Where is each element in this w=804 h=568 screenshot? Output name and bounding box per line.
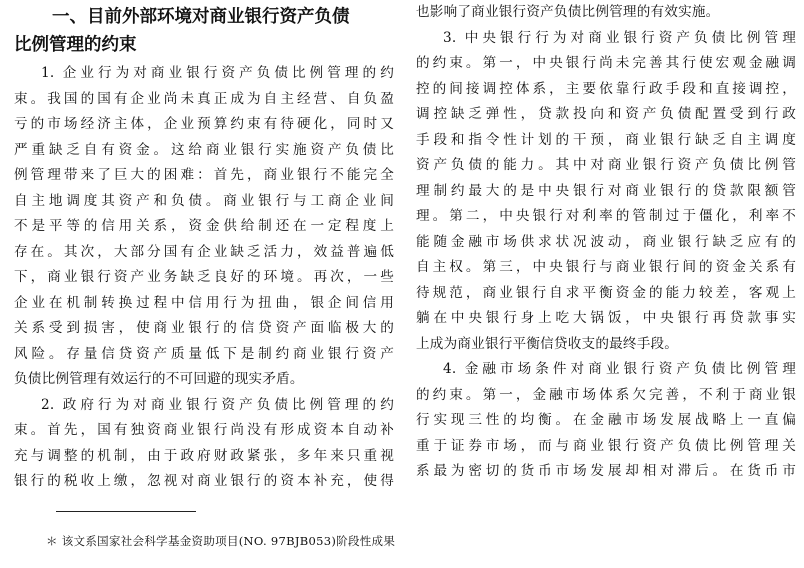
paragraph-line: 自主地调度其资产和负债。商业银行与工商企业间 xyxy=(14,192,394,209)
paragraph-line: 手段和指令性计划的干预，商业银行缺乏自主调度 xyxy=(416,131,796,148)
paragraph-line: 银行的税收上缴，忽视对商业银行的资本补充，使得 xyxy=(14,473,394,489)
paragraph-line: 负债比例管理有效运行的不可回避的现实矛盾。 xyxy=(14,371,304,387)
paragraph-line: 躺在中央银行身上吃大锅饭，中央银行再贷款事实 xyxy=(416,310,796,326)
paragraph-line: 能随金融市场供求状况波动，商业银行缺乏应有的 xyxy=(416,233,796,250)
paragraph-line: 关系受到损害，使商业银行的信贷资产面临极大的 xyxy=(14,320,394,336)
paragraph-line: 4. 金融市场条件对商业银行资产负债比例管理 xyxy=(443,361,796,377)
paragraph-line: 系最为密切的货币市场发展却相对滞后。在货币市 xyxy=(416,463,796,479)
paragraph-line: 的约束。第一，中央银行尚未完善其行使宏观金融调 xyxy=(416,55,796,71)
section-heading-line-1: 一、目前外部环境对商业银行资产负债 xyxy=(52,7,350,27)
paragraph-line: 不是平等的信用关系，资金供给制还在一定程度上 xyxy=(14,218,394,234)
paragraph-line: 待规范，商业银行自求平衡资金的能力较差，客观上 xyxy=(416,284,796,301)
paragraph-line: 行实现三性的均衡。在金融市场发展战略上一直偏 xyxy=(416,412,796,428)
paragraph-line: 存在。其次，大部分国有企业缺乏活力，效益普遍低 xyxy=(14,243,394,260)
paragraph-line: 也影响了商业银行资产负债比例管理的有效实施。 xyxy=(416,4,720,20)
paragraph-line: 重于证券市场，而与商业银行资产负债比例管理关 xyxy=(416,437,796,454)
paragraph-line: 充与调整的机制，由于政府财政紧张，多年来只重视 xyxy=(14,447,394,464)
paragraph-line: 的约束。第一，金融市场体系欠完善，不利于商业银 xyxy=(416,386,796,403)
right-column xyxy=(416,0,796,485)
paragraph-line: 自主权。第三，中央银行与商业银行间的资金关系有 xyxy=(416,259,796,275)
paragraph-line: 下，商业银行资产业务缺乏良好的环境。再次，一些 xyxy=(14,269,394,285)
paragraph-line: 调控缺乏弹性，贷款投向和资产负债配置受到行政 xyxy=(416,106,796,122)
left-column xyxy=(14,4,394,495)
paragraph-line: 1. 企业行为对商业银行资产负债比例管理的约 xyxy=(41,65,394,81)
paragraph-line: 风险。存量信贷资产质量低下是制约商业银行资产 xyxy=(14,345,394,362)
paragraph-line: 例管理带来了巨大的困难：首先，商业银行不能完全 xyxy=(14,167,394,183)
paragraph-line: 理制约最大的是中央银行对商业银行的贷款限额管 xyxy=(416,182,796,199)
paragraph-line: 2. 政府行为对商业银行资产负债比例管理的约 xyxy=(41,396,394,413)
paragraph-line: 束。首先，国有独资商业银行尚没有形成资本自动补 xyxy=(14,422,394,438)
paragraph-line: 控的间接调控体系，主要依靠行政手段和直接调控， xyxy=(416,80,796,97)
paragraph-line: 理。第二，中央银行对利率的管制过于僵化，利率不 xyxy=(416,208,796,224)
paragraph-line: 束。我国的国有企业尚未真正成为自主经营、自负盈 xyxy=(14,90,394,107)
paragraph-line: 亏的市场经济主体，企业预算约束有待硬化，同时又 xyxy=(14,116,394,132)
footnote-divider xyxy=(56,511,196,512)
footnote: ＊ 该文系国家社会科学基金资助项目(NO. 97BJB053)阶段性成果 xyxy=(46,534,396,548)
section-heading-line-2: 比例管理的约束 xyxy=(14,35,137,55)
paragraph-line: 资产负债的能力。其中对商业银行资产负债比例管 xyxy=(416,157,796,173)
paragraph-line: 严重缺乏自有资金。这给商业银行实施资产负债比 xyxy=(14,141,394,158)
paragraph-line: 3. 中央银行行为对商业银行资产负债比例管理 xyxy=(443,29,796,46)
paragraph-line: 上成为商业银行平衡信贷收支的最终手段。 xyxy=(416,335,679,352)
paragraph-line: 企业在机制转换过程中信用行为扭曲，银企间信用 xyxy=(14,294,394,311)
